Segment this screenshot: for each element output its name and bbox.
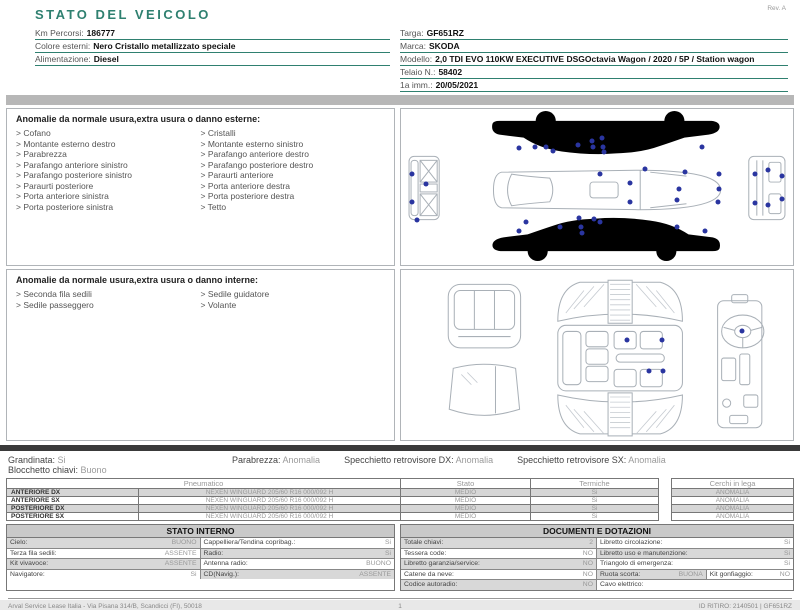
tyre-header-pneumatico: Pneumatico	[7, 479, 401, 489]
cerchi-header-row	[672, 479, 794, 489]
anomaly-item: > Porta anteriore sinistra	[16, 191, 201, 202]
damage-dot	[600, 135, 605, 140]
damage-dot	[590, 144, 595, 149]
tyre-section	[6, 478, 794, 521]
damage-dot	[601, 144, 606, 149]
tyre-table	[6, 478, 659, 521]
damage-dot	[677, 186, 682, 191]
status-value: Anomalia	[282, 455, 321, 465]
kv-cell	[201, 570, 395, 580]
kv-cell	[7, 538, 201, 548]
exterior-anomalies-col2	[201, 128, 386, 212]
cerchi-cell: ANOMALIA	[672, 497, 794, 505]
damage-dot	[578, 225, 583, 230]
car-interior-diagram-icon	[401, 270, 793, 440]
tyre-header-stato: Stato	[401, 479, 531, 489]
kv-label: Libretto garanzia/service:	[404, 560, 480, 567]
kv-value: BUONA	[678, 570, 703, 578]
status-value: Si	[57, 455, 66, 465]
damage-dot	[591, 216, 596, 221]
damage-dot	[415, 217, 420, 222]
status-value: Anomalia	[455, 455, 494, 465]
footer-retrieval-id: ID RITIRO: 2140501 | GF651RZ	[698, 602, 792, 610]
kv-label: Triangolo di emergenza:	[600, 560, 674, 567]
damage-dot	[647, 369, 652, 374]
kv-row	[401, 580, 793, 590]
exterior-anomalies-panel	[6, 108, 395, 266]
footer-page-number: 1	[398, 602, 402, 610]
anomaly-item: > Sedile passeggero	[16, 300, 201, 311]
anomaly-item: > Porta posteriore sinistra	[16, 202, 201, 213]
kv-value: ASSENTE	[359, 570, 391, 578]
cerchi-cell: ANOMALIA	[672, 513, 794, 521]
exterior-anomalies-title: Anomalie da normale usura,extra usura o danno esterne:	[16, 114, 261, 124]
kv-label: Ruota scorta:	[600, 570, 641, 578]
kv-row	[401, 570, 793, 581]
vehicle-header	[35, 27, 788, 92]
cerchi-row	[672, 505, 794, 513]
kv-row	[7, 570, 394, 580]
kv-value: NO	[582, 549, 593, 557]
cerchi-row	[672, 513, 794, 521]
kv-value: Si	[384, 549, 391, 557]
damage-dot	[602, 150, 607, 155]
damage-dot	[643, 167, 648, 172]
kv-row	[7, 549, 394, 560]
stato-interno-header: STATO INTERNO	[7, 525, 394, 538]
kv-cell	[597, 559, 793, 569]
damage-dot	[660, 337, 665, 342]
field-row	[400, 79, 788, 92]
kv-row	[7, 559, 394, 570]
stato-interno-rows	[7, 538, 394, 579]
kv-label: Libretto circolazione:	[600, 539, 663, 546]
tyre-cell-pos: ANTERIORE DX	[7, 489, 139, 497]
damage-dot	[543, 144, 548, 149]
tyre-cell-pos: POSTERIORE SX	[7, 513, 139, 521]
kv-row	[7, 538, 394, 549]
status-item	[344, 455, 493, 465]
field-row	[400, 53, 788, 66]
cerchi-row	[672, 489, 794, 497]
alloy-wheels-table	[671, 478, 794, 521]
dark-separator-bar	[0, 445, 800, 451]
status-value: Buono	[80, 465, 107, 475]
documenti-dotazioni-rows	[401, 538, 793, 590]
bottom-tables-section	[6, 524, 794, 591]
component-status-row	[8, 455, 790, 475]
page-title: STATO DEL VEICOLO	[35, 7, 211, 22]
documenti-dotazioni-table	[400, 524, 794, 591]
revision-label: Rev. A	[767, 5, 786, 12]
kv-value: 2	[589, 539, 593, 546]
kv-row	[401, 559, 793, 570]
tyre-row	[7, 505, 659, 513]
anomaly-item: > Parafango anteriore sinistro	[16, 160, 201, 171]
tyre-row	[7, 513, 659, 521]
kv-cell	[401, 580, 597, 590]
interior-anomalies-col1	[16, 289, 201, 310]
kv-value: Si	[384, 539, 391, 546]
exterior-anomalies-list	[16, 128, 385, 212]
field-value: Nero Cristallo metallizzato speciale	[93, 41, 236, 51]
anomaly-item: > Paraurti anteriore	[201, 170, 386, 181]
field-row	[35, 40, 390, 53]
kv-cell	[201, 538, 395, 548]
status-label: Blocchetto chiavi:	[8, 465, 81, 475]
damage-dot	[523, 219, 528, 224]
damage-dot	[532, 144, 537, 149]
damage-dot	[716, 172, 721, 177]
damage-dot	[628, 181, 633, 186]
tyre-cell-ter: Si	[531, 489, 659, 497]
anomaly-item: > Porta posteriore destra	[201, 191, 386, 202]
field-value: 20/05/2021	[435, 80, 479, 90]
kv-row	[401, 538, 793, 549]
kv-label: Totale chiavi:	[404, 539, 444, 546]
documenti-dotazioni-header: DOCUMENTI E DOTAZIONI	[401, 525, 793, 538]
tyre-row	[7, 489, 659, 497]
damage-dot	[576, 215, 581, 220]
damage-dot	[702, 229, 707, 234]
damage-dot	[779, 174, 784, 179]
anomaly-item: > Volante	[201, 300, 386, 311]
anomaly-item: > Paraurti posteriore	[16, 181, 201, 192]
kv-label: Terza fila sedili:	[10, 549, 57, 557]
kv-label: Tessera code:	[404, 549, 447, 557]
tyre-cell-pos: POSTERIORE DX	[7, 505, 139, 513]
damage-dot	[410, 199, 415, 204]
exterior-anomalies-section	[6, 108, 794, 266]
vehicle-header-right-column	[400, 27, 788, 92]
field-label: Marca:	[400, 41, 426, 51]
exterior-damage-diagram	[400, 108, 794, 266]
kv-value: BUONO	[366, 560, 391, 567]
damage-dot	[628, 199, 633, 204]
anomaly-item: > Cristalli	[201, 128, 386, 139]
status-item	[8, 465, 232, 475]
kv-value: NO	[582, 581, 593, 588]
kv-label: Libretto uso e manutenzione:	[600, 549, 688, 557]
kv-value: Si	[783, 539, 790, 546]
stato-interno-table	[6, 524, 395, 591]
status-label: Specchietto retrovisore SX:	[517, 455, 629, 465]
tyre-cell-spec: NEXEN WINGUARD 205/60 R16 000/092 H	[139, 497, 401, 505]
tyre-cell-ter: Si	[531, 505, 659, 513]
kv-label: Cielo:	[10, 539, 28, 546]
anomaly-item: > Seconda fila sedili	[16, 289, 201, 300]
damage-dot	[739, 329, 744, 334]
damage-dot	[550, 149, 555, 154]
kv-cell	[597, 570, 707, 580]
tyre-row	[7, 497, 659, 505]
page-footer	[8, 598, 792, 610]
status-value: Anomalia	[628, 455, 666, 465]
tyre-cell-sta: MEDIO	[401, 497, 531, 505]
kv-label: Cappelliera/Tendina copribag.:	[203, 539, 296, 546]
anomaly-item: > Parafango anteriore destro	[201, 149, 386, 160]
field-label: 1a imm.:	[400, 80, 433, 90]
kv-label: Radio:	[203, 549, 224, 557]
kv-value: Si	[190, 570, 197, 578]
kv-cell	[401, 570, 597, 580]
tyre-header-termiche: Termiche	[531, 479, 659, 489]
field-value: GF651RZ	[426, 28, 464, 38]
tyre-cell-ter: Si	[531, 497, 659, 505]
cerchi-cell: ANOMALIA	[672, 489, 794, 497]
car-exterior-diagram-icon	[401, 109, 793, 265]
interior-anomalies-list	[16, 289, 385, 310]
field-row	[35, 27, 390, 40]
field-row	[400, 66, 788, 79]
kv-cell	[597, 580, 793, 590]
kv-label: Catene da neve:	[404, 570, 454, 578]
kv-cell	[7, 570, 201, 580]
kv-value: BUONO	[171, 539, 197, 546]
kv-cell	[201, 549, 395, 559]
damage-dot	[675, 197, 680, 202]
section-separator-bar	[6, 95, 794, 105]
kv-value: ASSENTE	[164, 549, 197, 557]
anomaly-item: > Montante esterno sinistro	[201, 139, 386, 150]
interior-anomalies-panel	[6, 269, 395, 441]
field-value: 186777	[86, 28, 116, 38]
status-label: Parabrezza:	[232, 455, 283, 465]
cerchi-cell: ANOMALIA	[672, 505, 794, 513]
kv-value: Si	[783, 549, 790, 557]
kv-value: NO	[582, 570, 593, 578]
kv-label: Kit gonfiaggio:	[709, 570, 753, 578]
damage-dot	[683, 170, 688, 175]
kv-cell	[401, 559, 597, 569]
kv-cell	[401, 549, 597, 559]
kv-cell	[7, 549, 201, 559]
kv-label: Cavo elettrico:	[600, 581, 644, 588]
tyre-cell-sta: MEDIO	[401, 513, 531, 521]
damage-dot	[661, 369, 666, 374]
damage-dot	[675, 225, 680, 230]
exterior-anomalies-col1	[16, 128, 201, 212]
tyre-cell-spec: NEXEN WINGUARD 205/60 R16 000/092 H	[139, 489, 401, 497]
status-right-group	[232, 455, 666, 475]
damage-dot	[589, 138, 594, 143]
damage-dot	[779, 196, 784, 201]
damage-dot	[516, 146, 521, 151]
status-item	[232, 455, 320, 465]
field-label: Alimentazione:	[35, 54, 91, 64]
cerchi-header: Cerchi in lega	[672, 479, 794, 489]
tyre-cell-ter: Si	[531, 513, 659, 521]
damage-dot	[575, 142, 580, 147]
damage-dot	[765, 168, 770, 173]
kv-label: CD(Navig.):	[203, 570, 239, 578]
kv-value: NO	[779, 570, 790, 578]
kv-cell	[597, 538, 793, 548]
kv-label: Antenna radio:	[203, 560, 248, 567]
kv-cell	[7, 559, 201, 569]
field-value: 58402	[438, 67, 463, 77]
anomaly-item: > Sedile guidatore	[201, 289, 386, 300]
status-left-group	[8, 455, 232, 475]
tyre-cell-sta: MEDIO	[401, 505, 531, 513]
damage-dot	[715, 199, 720, 204]
anomaly-item: > Porta anteriore destra	[201, 181, 386, 192]
damage-dot	[598, 172, 603, 177]
damage-dot	[765, 202, 770, 207]
kv-value: NO	[582, 560, 593, 567]
damage-dot	[625, 337, 630, 342]
status-item	[8, 455, 232, 465]
tyre-header-row	[7, 479, 659, 489]
damage-dot	[752, 200, 757, 205]
anomaly-item: > Parafango posteriore destro	[201, 160, 386, 171]
status-label: Specchietto retrovisore DX:	[344, 455, 456, 465]
interior-damage-diagram	[400, 269, 794, 441]
field-label: Targa:	[400, 28, 424, 38]
field-value: Diesel	[93, 54, 119, 64]
tyre-cell-spec: NEXEN WINGUARD 205/60 R16 000/092 H	[139, 513, 401, 521]
kv-label: Kit vivavoce:	[10, 560, 49, 567]
kv-cell	[201, 559, 395, 569]
cerchi-row	[672, 497, 794, 505]
kv-label: Navigatore:	[10, 570, 45, 578]
damage-dot	[716, 186, 721, 191]
damage-dot	[598, 219, 603, 224]
damage-dot	[557, 225, 562, 230]
interior-anomalies-section	[6, 269, 794, 441]
kv-cell	[401, 538, 597, 548]
status-item	[517, 455, 666, 465]
damage-dot	[579, 231, 584, 236]
field-value: SKODA	[428, 41, 460, 51]
field-label: Colore esterni:	[35, 41, 91, 51]
anomaly-item: > Tetto	[201, 202, 386, 213]
anomaly-item: > Parafango posteriore sinistro	[16, 170, 201, 181]
field-value: 2,0 TDI EVO 110KW EXECUTIVE DSGOctavia Wagon / 2020 / 5P / Station wagon	[435, 54, 755, 64]
vehicle-header-left-column	[35, 27, 390, 92]
field-row	[400, 40, 788, 53]
field-row	[400, 27, 788, 40]
anomaly-item: > Parabrezza	[16, 149, 201, 160]
tyre-cell-sta: MEDIO	[401, 489, 531, 497]
kv-cell	[597, 549, 793, 559]
tyre-cell-spec: NEXEN WINGUARD 205/60 R16 000/092 H	[139, 505, 401, 513]
damage-dot	[699, 144, 704, 149]
kv-value: ASSENTE	[164, 560, 197, 567]
kv-cell	[707, 570, 793, 580]
status-label: Grandinata:	[8, 455, 58, 465]
anomaly-item: > Cofano	[16, 128, 201, 139]
damage-dot	[410, 172, 415, 177]
interior-anomalies-title: Anomalie da normale usura,extra usura o danno interne:	[16, 275, 259, 285]
field-label: Modello:	[400, 54, 433, 64]
kv-label: Codice autoradio:	[404, 581, 458, 588]
field-label: Km Percorsi:	[35, 28, 84, 38]
kv-row	[401, 549, 793, 560]
footer-company-address: Arval Service Lease Italia - Via Pisana 314/B, Scandicci (FI), 50018	[8, 602, 202, 610]
damage-dot	[752, 172, 757, 177]
interior-anomalies-col2	[201, 289, 386, 310]
tyre-cell-pos: ANTERIORE SX	[7, 497, 139, 505]
damage-dot	[516, 229, 521, 234]
field-label: Telaio N.:	[400, 67, 436, 77]
damage-dot	[424, 182, 429, 187]
kv-value: Si	[783, 560, 790, 567]
field-row	[35, 53, 390, 66]
anomaly-item: > Montante esterno destro	[16, 139, 201, 150]
